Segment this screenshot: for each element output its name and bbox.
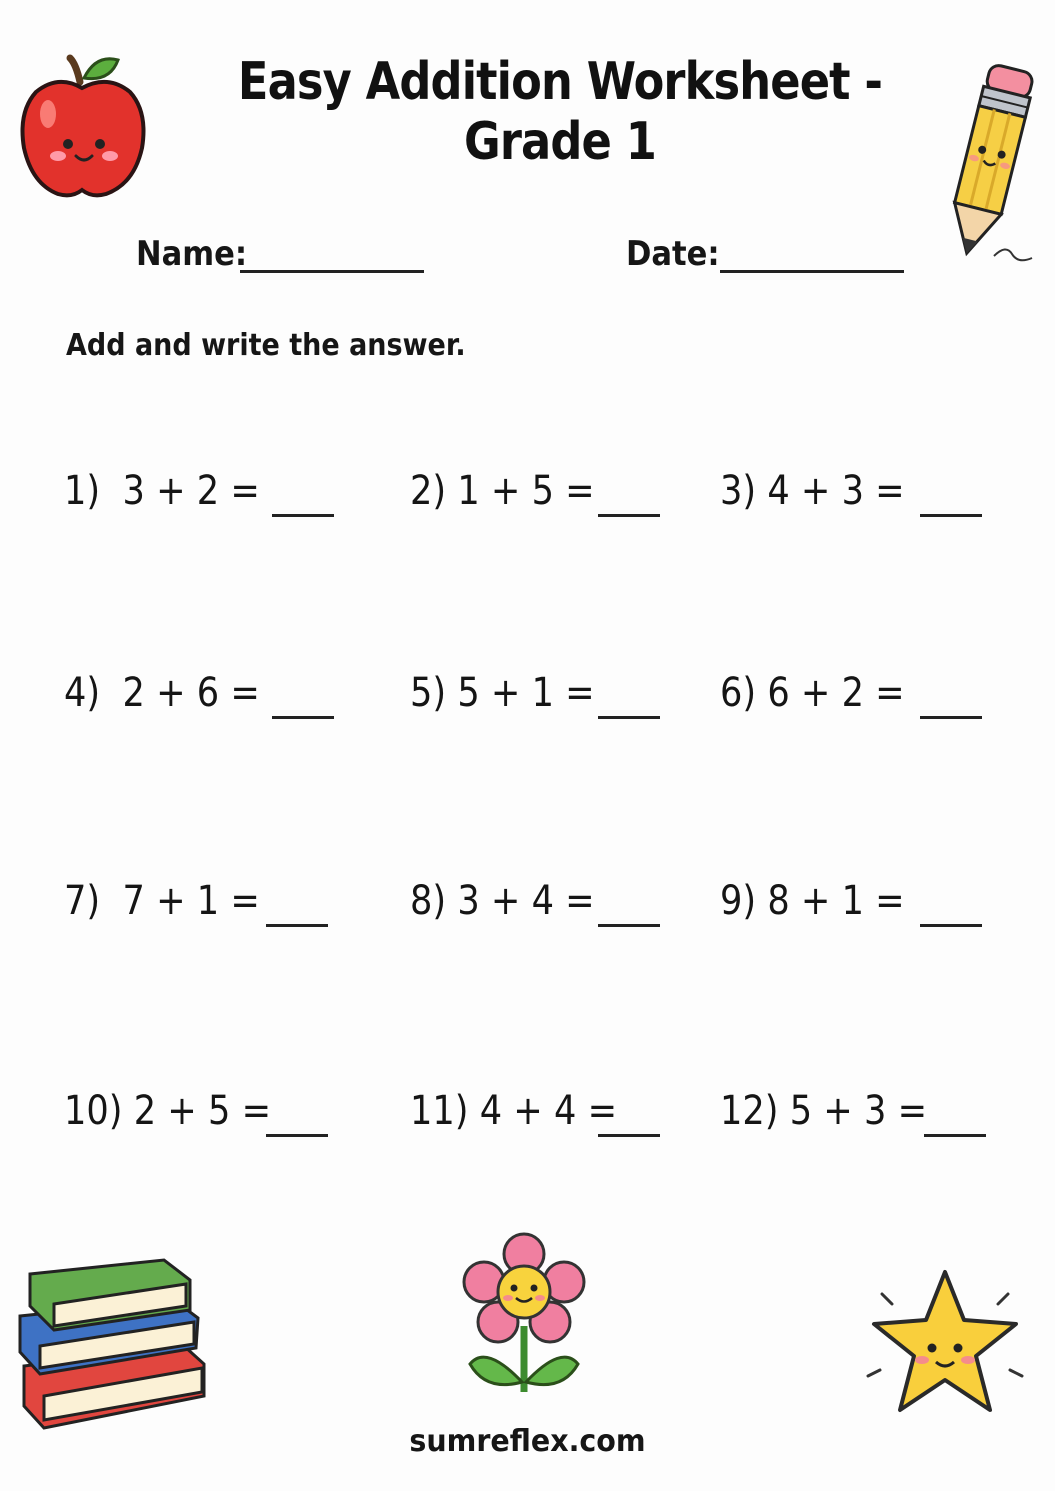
- answer-blank-2[interactable]: [598, 514, 660, 517]
- name-field[interactable]: [240, 270, 424, 273]
- problem-7: 7) 7 + 1 =: [64, 878, 260, 924]
- problem-9: 9) 8 + 1 =: [720, 878, 905, 924]
- worksheet-title: Easy Addition Worksheet - Grade 1: [237, 52, 883, 172]
- apple-icon: [18, 52, 150, 202]
- problem-5: 5) 5 + 1 =: [410, 670, 595, 716]
- answer-blank-7[interactable]: [266, 924, 328, 927]
- answer-blank-10[interactable]: [266, 1134, 328, 1137]
- answer-blank-1[interactable]: [272, 514, 334, 517]
- answer-blank-4[interactable]: [272, 716, 334, 719]
- problem-12: 12) 5 + 3 =: [720, 1088, 928, 1134]
- problem-10: 10) 2 + 5 =: [64, 1088, 272, 1134]
- answer-blank-5[interactable]: [598, 716, 660, 719]
- date-label: Date:: [626, 234, 720, 274]
- problem-2: 2) 1 + 5 =: [410, 468, 595, 514]
- answer-blank-9[interactable]: [920, 924, 982, 927]
- answer-blank-6[interactable]: [920, 716, 982, 719]
- problem-11: 11) 4 + 4 =: [410, 1088, 618, 1134]
- problem-3: 3) 4 + 3 =: [720, 468, 905, 514]
- answer-blank-3[interactable]: [920, 514, 982, 517]
- pencil-icon: [940, 60, 1040, 270]
- problem-8: 8) 3 + 4 =: [410, 878, 595, 924]
- star-icon: [860, 1266, 1030, 1422]
- flower-icon: [456, 1232, 592, 1396]
- problem-1: 1) 3 + 2 =: [64, 468, 260, 514]
- name-label: Name:: [136, 234, 248, 274]
- answer-blank-12[interactable]: [924, 1134, 986, 1137]
- problem-4: 4) 2 + 6 =: [64, 670, 260, 716]
- answer-blank-8[interactable]: [598, 924, 660, 927]
- instructions: Add and write the answer.: [66, 328, 466, 363]
- footer-website: sumreflex.com: [409, 1424, 646, 1459]
- books-icon: [14, 1256, 210, 1436]
- date-field[interactable]: [720, 270, 904, 273]
- answer-blank-11[interactable]: [598, 1134, 660, 1137]
- problem-6: 6) 6 + 2 =: [720, 670, 905, 716]
